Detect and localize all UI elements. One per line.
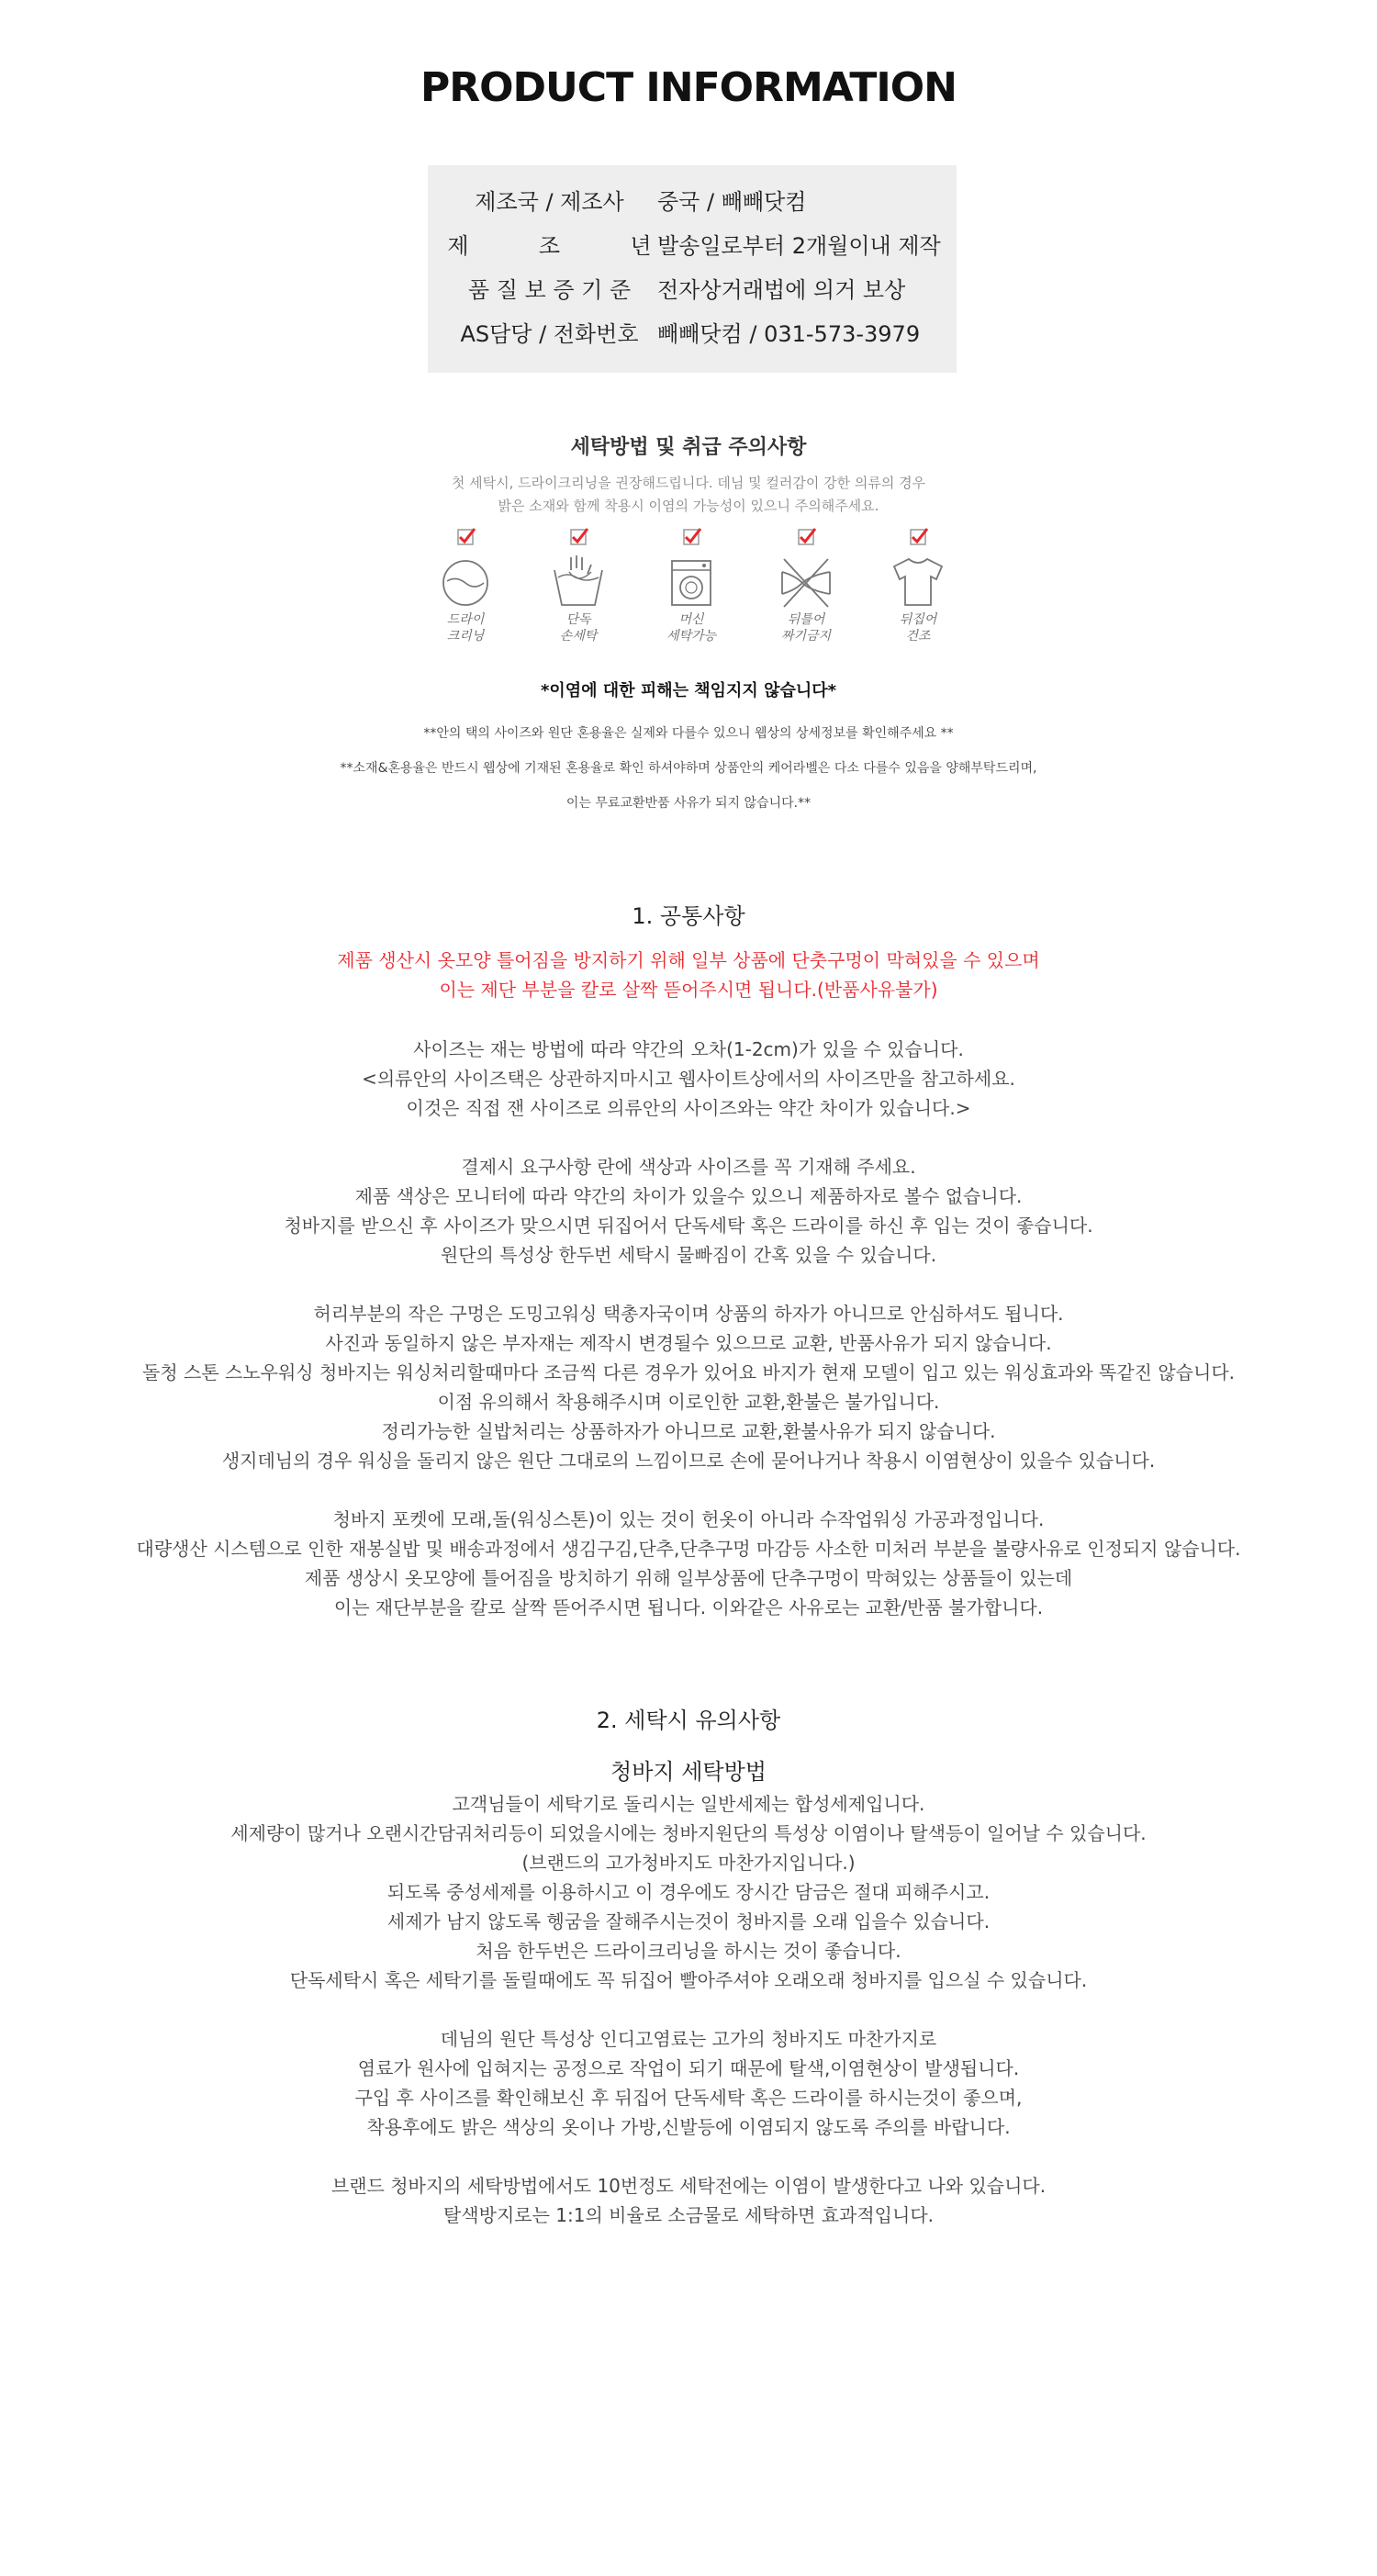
text-line: 사이즈는 재는 방법에 따라 약간의 오차(1-2cm)가 있을 수 있습니다. — [413, 1038, 964, 1060]
icon-label: 세탁가능 — [666, 629, 717, 644]
info-row-as — [428, 316, 957, 360]
inside-out-dry-icon — [890, 528, 946, 610]
care-item-machine-wash — [655, 528, 728, 644]
info-label: 제조국 / 제조사 — [475, 189, 624, 215]
paragraph — [0, 1505, 1377, 1622]
icon-label: 드라이 — [446, 612, 485, 627]
text-line: 돌청 스톤 스노우워싱 청바지는 워싱처리할때마다 조금씩 다른 경우가 있어요 바지가 현재 모델이 입고 있는 워싱효과와 똑같진 않습니다. — [142, 1361, 1235, 1383]
section-title: 1. 공통사항 — [632, 903, 745, 929]
info-row-origin — [428, 184, 957, 228]
text-line: 이것은 직접 잰 사이즈로 의류안의 사이즈와는 약간 차이가 있습니다.> — [406, 1097, 971, 1119]
page-title: PRODUCT INFORMATION — [420, 64, 957, 111]
icon-label: 크리닝 — [446, 629, 485, 644]
text-line: 제품 생상시 옷모양에 틀어짐을 방치하기 위해 일부상품에 단추구멍이 막혀있는 상품들이 있는데 — [304, 1567, 1073, 1589]
care-description: 밝은 소재와 함께 착용시 이염의 가능성이 있으니 주의해주세요. — [498, 498, 879, 514]
text-line: 청바지 포켓에 모래,돌(워싱스톤)이 있는 것이 헌옷이 아니라 수작업워싱 가공과정입니다. — [332, 1508, 1045, 1530]
text-line: 제품 생산시 옷모양 틀어짐을 방지하기 위해 일부 상품에 단춧구멍이 막혀있을 수 있으며 — [337, 949, 1040, 971]
text-line: 염료가 원사에 입혀지는 공정으로 작업이 되기 때문에 탈색,이염현상이 발생됩니다. — [357, 2057, 1020, 2079]
icon-label: 손세탁 — [559, 629, 598, 644]
text-line: 처음 한두번은 드라이크리닝을 하시는 것이 좋습니다. — [476, 1940, 901, 1962]
text-line: 세제량이 많거나 오랜시간담궈처리등이 되었을시에는 청바지원단의 특성상 이염이나 탈색등이 일어날 수 있습니다. — [230, 1822, 1147, 1844]
icon-label: 짜기금지 — [780, 629, 832, 644]
icon-label: 뒤틀어 — [787, 612, 825, 627]
paragraph — [0, 1152, 1377, 1270]
text-line: 원단의 특성상 한두번 세탁시 물빠짐이 간혹 있을 수 있습니다. — [440, 1244, 937, 1266]
text-line: 사진과 동일하지 않은 부자재는 제작시 변경될수 있으므로 교환, 반품사유가 되지 않습니다. — [325, 1332, 1052, 1354]
no-wring-icon — [778, 528, 834, 610]
info-label: 품 질 보 증 기 준 — [467, 277, 632, 303]
text-line: 데님의 원단 특성상 인디고염료는 고가의 청바지도 마찬가지로 — [440, 2028, 937, 2050]
text-line: 결제시 요구사항 란에 색상과 사이즈를 꼭 기재해 주세요. — [461, 1156, 916, 1178]
care-item-no-wring — [769, 528, 843, 644]
info-value: 전자상거래법에 의거 보상 — [657, 277, 906, 303]
notice-line: **안의 택의 사이즈와 원단 혼용율은 실제와 다를수 있으니 웹상의 상세정보를 확인해주세요 ** — [423, 726, 954, 741]
notice-line: 이는 무료교환반품 사유가 되지 않습니다.** — [565, 796, 812, 811]
icon-label: 뒤집어 — [899, 612, 937, 627]
hand-wash-icon — [551, 528, 606, 610]
paragraph — [0, 1035, 1377, 1123]
icon-label: 건조 — [905, 629, 931, 644]
care-item-inside-out-dry — [881, 528, 955, 644]
text-line: 이는 재단부분을 칼로 살짝 뜯어주시면 됩니다. 이와같은 사유로는 교환/반품 불가합니다. — [333, 1596, 1044, 1618]
text-line: 고객님들이 세탁기로 돌리시는 일반세제는 합성세제입니다. — [452, 1793, 925, 1815]
care-title: 세탁방법 및 취급 주의사항 — [570, 436, 807, 459]
info-row-warranty — [428, 272, 957, 316]
care-item-dry-clean — [429, 528, 502, 644]
text-line: 이는 제단 부분을 칼로 살짝 뜯어주시면 됩니다.(반품사유불가) — [439, 979, 938, 1001]
text-line: 탈색방지로는 1:1의 비율로 소금물로 세탁하면 효과적입니다. — [442, 2204, 934, 2226]
care-item-hand-wash — [542, 528, 615, 644]
info-value: 중국 / 빼빼닷컴 — [657, 189, 807, 215]
text-line: 정리가능한 실밥처리는 상품하자가 아니므로 교환,환불사유가 되지 않습니다. — [381, 1420, 996, 1442]
info-label: AS담당 / 전화번호 — [460, 321, 639, 347]
text-line: <의류안의 사이즈택은 상관하지마시고 웹사이트상에서의 사이즈만을 참고하세요. — [362, 1068, 1015, 1090]
text-line: 구입 후 사이즈를 확인해보신 후 뒤집어 단독세탁 혹은 드라이를 하시는것이 좋으며, — [354, 2087, 1023, 2109]
notice-line: **소재&혼용율은 반드시 웹상에 기재된 혼용율로 확인 하셔야하며 상품안의 케어라벨은 다소 다를수 있음을 양해부탁드리며, — [340, 761, 1037, 776]
paragraph — [0, 1789, 1377, 1995]
text-line: 허리부분의 작은 구멍은 도밍고워싱 택총자국이며 상품의 하자가 아니므로 안심하셔도 됩니다. — [313, 1303, 1064, 1325]
care-description: 첫 세탁시, 드라이크리닝을 권장해드립니다. 데님 및 컬러감이 강한 의류의 경우 — [451, 475, 926, 491]
text-line: 착용후에도 밝은 색상의 옷이나 가방,신발등에 이염되지 않도록 주의를 바랍니다. — [366, 2116, 1011, 2138]
text-line: (브랜드의 고가청바지도 마찬가지입니다.) — [521, 1852, 856, 1874]
text-line: 브랜드 청바지의 세탁방법에서도 10번정도 세탁전에는 이염이 발생한다고 나와 있습니다. — [330, 2175, 1047, 2197]
text-line: 제품 색상은 모니터에 따라 약간의 차이가 있을수 있으니 제품하자로 볼수 없습니다. — [354, 1185, 1023, 1207]
info-value: 발송일로부터 2개월이내 제작 — [657, 233, 941, 259]
icon-label: 머신 — [678, 612, 704, 627]
text-line: 단독세탁시 혹은 세탁기를 돌릴때에도 꼭 뒤집어 빨아주셔야 오래오래 청바지를 입으실 수 있습니다. — [289, 1969, 1088, 1991]
text-line: 생지데님의 경우 워싱을 돌리지 않은 원단 그대로의 느낌이므로 손에 묻어나거나 착용시 이염현상이 있을수 있습니다. — [221, 1450, 1156, 1472]
info-label: 제 조 년 — [447, 233, 652, 259]
text-line: 되도록 중성세제를 이용하시고 이 경우에도 장시간 담금은 절대 피해주시고. — [386, 1881, 991, 1903]
red-notice — [0, 946, 1377, 1004]
paragraph — [0, 2171, 1377, 2230]
text-line: 청바지를 받으신 후 사이즈가 맞으시면 뒤집어서 단독세탁 혹은 드라이를 하신 후 입는 것이 좋습니다. — [284, 1215, 1093, 1237]
icon-label: 단독 — [565, 612, 591, 627]
info-row-year — [428, 228, 957, 272]
paragraph — [0, 1299, 1377, 1475]
washing-machine-icon — [664, 528, 719, 610]
text-line: 대량생산 시스템으로 인한 재봉실밥 및 배송과정에서 생김구김,단추,단추구멍 마감등 사소한 미처러 부분을 불량사유로 인정되지 않습니다. — [136, 1538, 1241, 1560]
paragraph — [0, 2024, 1377, 2142]
text-line: 세제가 남지 않도록 헹굼을 잘해주시는것이 청바지를 오래 입을수 있습니다. — [386, 1910, 991, 1932]
section-title: 2. 세탁시 유의사항 — [596, 1708, 781, 1733]
section-subtitle: 청바지 세탁방법 — [610, 1759, 767, 1785]
text-line: 이점 유의해서 착용해주시며 이로인한 교환,환불은 불가입니다. — [437, 1391, 940, 1413]
product-info-table — [428, 165, 957, 373]
info-value: 빼빼닷컴 / 031-573-3979 — [657, 321, 921, 347]
dry-clean-icon — [438, 528, 493, 610]
stain-warning: *이염에 대한 피해는 책임지지 않습니다* — [540, 681, 837, 700]
